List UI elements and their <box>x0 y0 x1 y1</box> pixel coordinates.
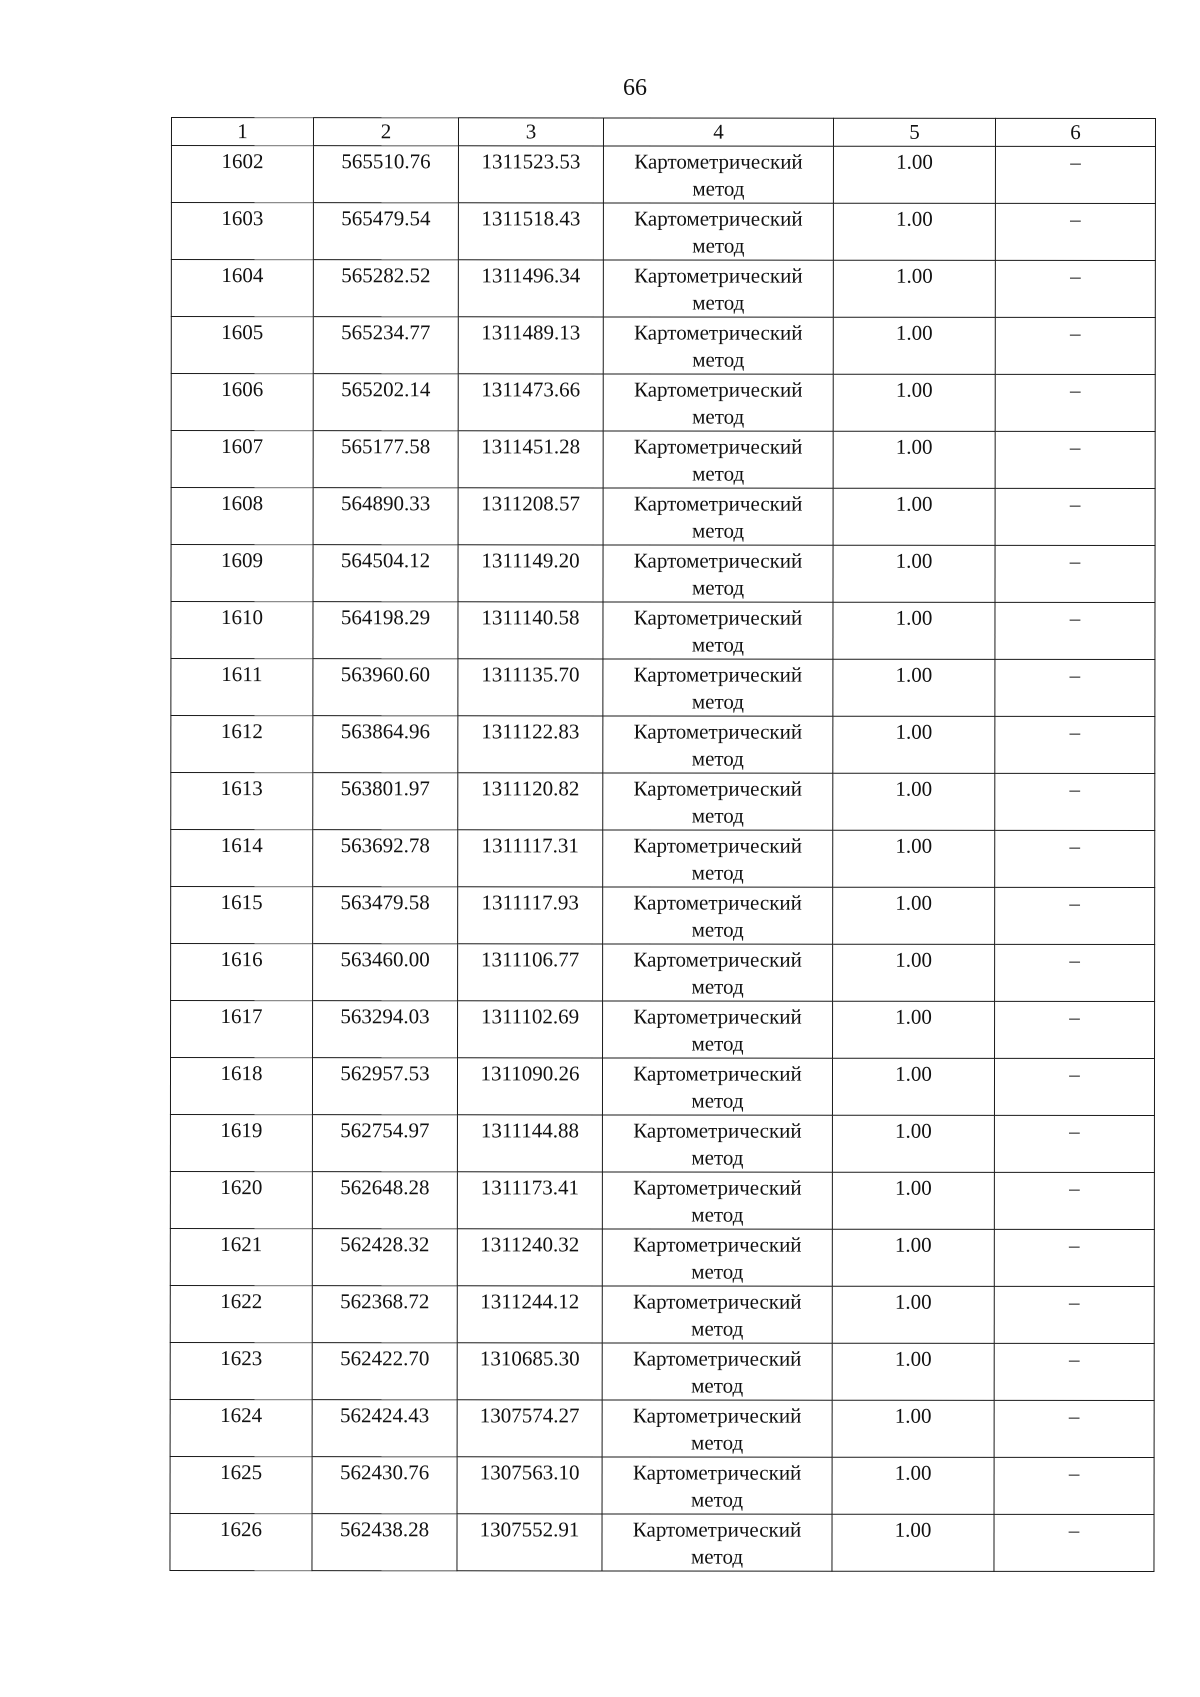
y-coordinate-cell: 1311523.53 <box>458 146 603 203</box>
point-number-cell: 1603 <box>171 203 313 260</box>
point-number-cell: 1617 <box>171 1001 313 1058</box>
table-row <box>171 1001 1155 1059</box>
table-row <box>170 1342 1154 1400</box>
table-header-row <box>171 118 1155 147</box>
method-cell: Картометрический метод <box>603 146 833 203</box>
y-coordinate-cell: 1311244.12 <box>457 1286 602 1343</box>
x-coordinate-cell: 565479.54 <box>313 203 458 260</box>
x-coordinate-cell: 562430.76 <box>312 1457 457 1514</box>
table-row <box>171 260 1155 318</box>
accuracy-cell: 1.00 <box>832 1343 994 1400</box>
point-number-cell: 1608 <box>171 488 313 545</box>
x-coordinate-cell: 562754.97 <box>312 1115 457 1172</box>
x-coordinate-cell: 562428.32 <box>312 1229 457 1286</box>
point-number-cell: 1626 <box>170 1513 312 1570</box>
method-cell: Картометрический метод <box>603 260 833 317</box>
point-number-cell: 1618 <box>170 1058 312 1115</box>
point-number-cell: 1611 <box>171 659 313 716</box>
point-number-cell: 1610 <box>171 602 313 659</box>
note-cell: – <box>995 260 1155 317</box>
y-coordinate-cell: 1311117.93 <box>458 887 603 944</box>
note-cell: – <box>995 317 1155 374</box>
point-number-cell: 1604 <box>171 260 313 317</box>
method-cell: Картометрический метод <box>602 1514 832 1571</box>
point-number-cell: 1607 <box>171 431 313 488</box>
note-cell: – <box>995 374 1155 431</box>
y-coordinate-cell: 1307552.91 <box>457 1514 602 1571</box>
table-row <box>171 545 1155 603</box>
column-header: 6 <box>995 118 1155 146</box>
table-row <box>171 146 1155 204</box>
accuracy-cell: 1.00 <box>833 146 995 203</box>
column-header: 2 <box>313 118 458 146</box>
note-cell: – <box>994 1343 1154 1400</box>
note-cell: – <box>995 146 1155 203</box>
point-number-cell: 1624 <box>170 1399 312 1456</box>
table-row <box>171 716 1155 774</box>
y-coordinate-cell: 1311102.69 <box>458 1001 603 1058</box>
point-number-cell: 1620 <box>170 1172 312 1229</box>
column-header: 4 <box>603 118 833 146</box>
x-coordinate-cell: 563692.78 <box>313 830 458 887</box>
table-row <box>170 1285 1154 1343</box>
accuracy-cell: 1.00 <box>833 830 995 887</box>
x-coordinate-cell: 565234.77 <box>313 317 458 374</box>
accuracy-cell: 1.00 <box>832 1115 994 1172</box>
method-cell: Картометрический метод <box>603 659 833 716</box>
method-cell: Картометрический метод <box>602 1343 832 1400</box>
note-cell: – <box>995 887 1155 944</box>
table-row <box>171 830 1155 888</box>
y-coordinate-cell: 1311473.66 <box>458 374 603 431</box>
point-number-cell: 1605 <box>171 317 313 374</box>
note-cell: – <box>994 1058 1154 1115</box>
note-cell: – <box>994 1457 1154 1514</box>
method-cell: Картометрический метод <box>603 431 833 488</box>
x-coordinate-cell: 563960.60 <box>313 659 458 716</box>
table-row <box>171 659 1155 717</box>
x-coordinate-cell: 562957.53 <box>312 1058 457 1115</box>
y-coordinate-cell: 1311240.32 <box>457 1229 602 1286</box>
column-header: 3 <box>458 118 603 146</box>
method-cell: Картометрический метод <box>603 545 833 602</box>
method-cell: Картометрический метод <box>602 1400 832 1457</box>
point-number-cell: 1616 <box>171 944 313 1001</box>
note-cell: – <box>994 1229 1154 1286</box>
table-row <box>171 317 1155 375</box>
y-coordinate-cell: 1311090.26 <box>457 1058 602 1115</box>
x-coordinate-cell: 562424.43 <box>312 1400 457 1457</box>
point-number-cell: 1615 <box>171 887 313 944</box>
y-coordinate-cell: 1311144.88 <box>457 1115 602 1172</box>
y-coordinate-cell: 1307574.27 <box>457 1400 602 1457</box>
accuracy-cell: 1.00 <box>833 887 995 944</box>
x-coordinate-cell: 562422.70 <box>312 1343 457 1400</box>
table-row <box>171 203 1155 261</box>
accuracy-cell: 1.00 <box>833 545 995 602</box>
point-number-cell: 1614 <box>171 830 313 887</box>
accuracy-cell: 1.00 <box>833 374 995 431</box>
y-coordinate-cell: 1311106.77 <box>458 944 603 1001</box>
point-number-cell: 1609 <box>171 545 313 602</box>
table-row <box>171 374 1155 432</box>
note-cell: – <box>995 944 1155 1001</box>
note-cell: – <box>995 203 1155 260</box>
method-cell: Картометрический метод <box>603 944 833 1001</box>
y-coordinate-cell: 1311140.58 <box>458 602 603 659</box>
method-cell: Картометрический метод <box>603 203 833 260</box>
note-cell: – <box>995 716 1155 773</box>
table-row <box>171 944 1155 1002</box>
accuracy-cell: 1.00 <box>833 659 995 716</box>
point-number-cell: 1625 <box>170 1456 312 1513</box>
accuracy-cell: 1.00 <box>832 1058 994 1115</box>
note-cell: – <box>994 1115 1154 1172</box>
method-cell: Картометрический метод <box>603 488 833 545</box>
note-cell: – <box>995 1001 1155 1058</box>
accuracy-cell: 1.00 <box>833 773 995 830</box>
accuracy-cell: 1.00 <box>833 716 995 773</box>
table-row <box>170 1172 1154 1230</box>
accuracy-cell: 1.00 <box>833 431 995 488</box>
x-coordinate-cell: 564890.33 <box>313 488 458 545</box>
coordinates-table <box>169 117 1156 1572</box>
table-row <box>170 1058 1154 1116</box>
y-coordinate-cell: 1311208.57 <box>458 488 603 545</box>
point-number-cell: 1613 <box>171 773 313 830</box>
note-cell: – <box>995 830 1155 887</box>
accuracy-cell: 1.00 <box>832 1400 994 1457</box>
note-cell: – <box>995 602 1155 659</box>
point-number-cell: 1621 <box>170 1228 312 1285</box>
table-row <box>171 602 1155 660</box>
y-coordinate-cell: 1307563.10 <box>457 1457 602 1514</box>
accuracy-cell: 1.00 <box>832 1229 994 1286</box>
x-coordinate-cell: 564504.12 <box>313 545 458 602</box>
x-coordinate-cell: 562368.72 <box>312 1286 457 1343</box>
x-coordinate-cell: 563460.00 <box>313 944 458 1001</box>
method-cell: Картометрический метод <box>603 773 833 830</box>
method-cell: Картометрический метод <box>603 602 833 659</box>
x-coordinate-cell: 563864.96 <box>313 716 458 773</box>
point-number-cell: 1602 <box>171 146 313 203</box>
note-cell: – <box>995 431 1155 488</box>
accuracy-cell: 1.00 <box>833 488 995 545</box>
table-row <box>170 1115 1154 1173</box>
accuracy-cell: 1.00 <box>833 1001 995 1058</box>
table-body <box>170 146 1155 1572</box>
accuracy-cell: 1.00 <box>833 260 995 317</box>
table-row <box>171 431 1155 489</box>
note-cell: – <box>994 1172 1154 1229</box>
method-cell: Картометрический метод <box>603 317 833 374</box>
note-cell: – <box>994 1286 1154 1343</box>
x-coordinate-cell: 565202.14 <box>313 374 458 431</box>
table-row <box>171 887 1155 945</box>
method-cell: Картометрический метод <box>602 1457 832 1514</box>
y-coordinate-cell: 1311120.82 <box>458 773 603 830</box>
method-cell: Картометрический метод <box>603 374 833 431</box>
y-coordinate-cell: 1311173.41 <box>457 1172 602 1229</box>
accuracy-cell: 1.00 <box>833 317 995 374</box>
column-header: 5 <box>833 118 995 146</box>
table-row <box>170 1513 1154 1571</box>
accuracy-cell: 1.00 <box>833 602 995 659</box>
column-header: 1 <box>171 118 313 146</box>
accuracy-cell: 1.00 <box>832 1286 994 1343</box>
y-coordinate-cell: 1311451.28 <box>458 431 603 488</box>
y-coordinate-cell: 1311122.83 <box>458 716 603 773</box>
note-cell: – <box>994 1400 1154 1457</box>
y-coordinate-cell: 1311149.20 <box>458 545 603 602</box>
method-cell: Картометрический метод <box>602 1286 832 1343</box>
point-number-cell: 1619 <box>170 1115 312 1172</box>
y-coordinate-cell: 1311496.34 <box>458 260 603 317</box>
method-cell: Картометрический метод <box>602 1115 832 1172</box>
method-cell: Картометрический метод <box>602 1229 832 1286</box>
note-cell: – <box>995 659 1155 716</box>
table-row <box>170 1456 1154 1514</box>
y-coordinate-cell: 1311518.43 <box>458 203 603 260</box>
accuracy-cell: 1.00 <box>833 203 995 260</box>
table-row <box>171 773 1155 831</box>
accuracy-cell: 1.00 <box>832 1514 994 1571</box>
note-cell: – <box>995 773 1155 830</box>
method-cell: Картометрический метод <box>603 1001 833 1058</box>
point-number-cell: 1612 <box>171 716 313 773</box>
x-coordinate-cell: 565510.76 <box>313 146 458 203</box>
point-number-cell: 1622 <box>170 1285 312 1342</box>
accuracy-cell: 1.00 <box>833 944 995 1001</box>
x-coordinate-cell: 562648.28 <box>312 1172 457 1229</box>
method-cell: Картометрический метод <box>603 716 833 773</box>
accuracy-cell: 1.00 <box>832 1457 994 1514</box>
table-row <box>170 1399 1154 1457</box>
method-cell: Картометрический метод <box>603 887 833 944</box>
note-cell: – <box>994 1514 1154 1571</box>
method-cell: Картометрический метод <box>602 1172 832 1229</box>
point-number-cell: 1623 <box>170 1342 312 1399</box>
x-coordinate-cell: 564198.29 <box>313 602 458 659</box>
x-coordinate-cell: 565177.58 <box>313 431 458 488</box>
table-row <box>171 488 1155 546</box>
x-coordinate-cell: 563479.58 <box>313 887 458 944</box>
x-coordinate-cell: 563294.03 <box>313 1001 458 1058</box>
x-coordinate-cell: 563801.97 <box>313 773 458 830</box>
accuracy-cell: 1.00 <box>832 1172 994 1229</box>
table-row <box>170 1228 1154 1286</box>
point-number-cell: 1606 <box>171 374 313 431</box>
x-coordinate-cell: 565282.52 <box>313 260 458 317</box>
page-number: 66 <box>623 75 647 101</box>
x-coordinate-cell: 562438.28 <box>312 1514 457 1571</box>
method-cell: Картометрический метод <box>603 830 833 887</box>
method-cell: Картометрический метод <box>602 1058 832 1115</box>
y-coordinate-cell: 1311117.31 <box>458 830 603 887</box>
note-cell: – <box>995 488 1155 545</box>
y-coordinate-cell: 1311135.70 <box>458 659 603 716</box>
note-cell: – <box>995 545 1155 602</box>
y-coordinate-cell: 1311489.13 <box>458 317 603 374</box>
y-coordinate-cell: 1310685.30 <box>457 1343 602 1400</box>
